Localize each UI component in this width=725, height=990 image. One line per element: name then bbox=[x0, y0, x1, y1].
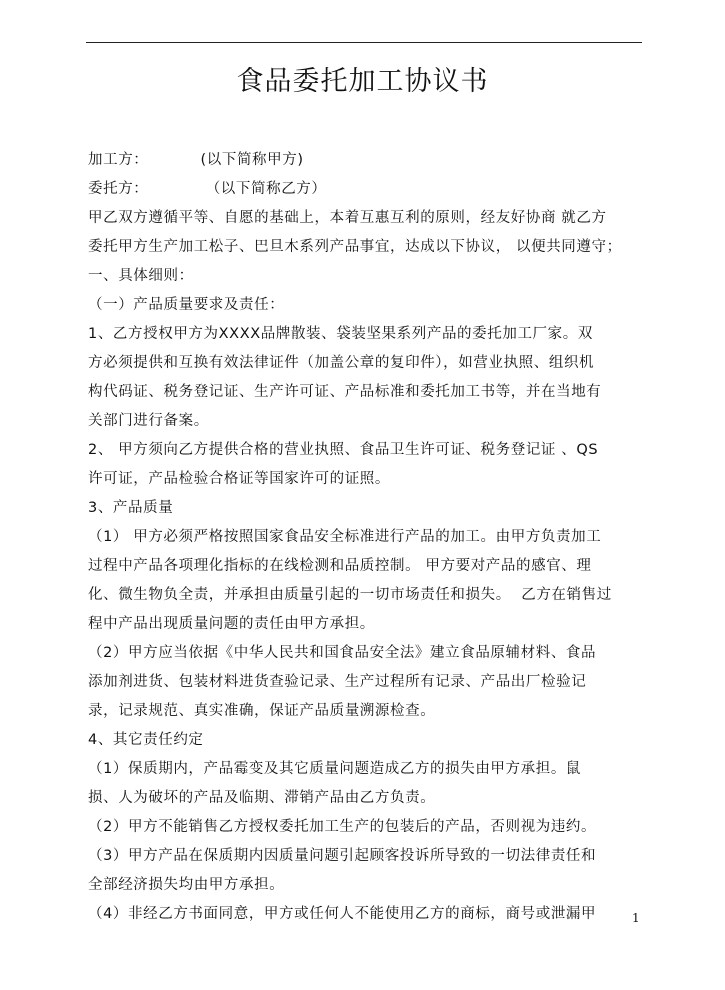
text-line: 关部门进行备案。 bbox=[88, 413, 209, 429]
text-line: （3）甲方产品在保质期内因质量问题引起顾客投诉所导致的一切法律责任和 bbox=[88, 848, 597, 864]
text-line-party-b: 委托方： （以下简称乙方） bbox=[88, 181, 327, 197]
text-line: 录，记录规范、真实准确，保证产品质量溯源检查。 bbox=[88, 703, 436, 719]
text-line: （4）非经乙方书面同意，甲方或任何人不能使用乙方的商标，商号或泄漏甲 bbox=[88, 906, 597, 922]
text-line: 构代码证、税务登记证、生产许可证、产品标准和委托加工书等，并在当地有 bbox=[88, 384, 602, 400]
text-line: 过程中产品各项理化指标的在线检测和品质控制。 甲方要对产品的感官、理 bbox=[88, 558, 592, 574]
page-number: 1 bbox=[632, 911, 640, 925]
text-line: 委托甲方生产加工松子、巴旦木系列产品事宜，达成以下协议， 以便共同遵守； bbox=[88, 239, 622, 255]
text-line: 2、 甲方须向乙方提供合格的营业执照、食品卫生许可证、税务登记证 、QS bbox=[88, 442, 599, 458]
document-body bbox=[88, 146, 648, 929]
section-heading: 一、具体细则： bbox=[88, 268, 194, 284]
text-line: 添加剂进货、包装材料进货查验记录、生产过程所有记录、产品出厂检验记 bbox=[88, 674, 587, 690]
text-line: （2）甲方应当依据《中华人民共和国食品安全法》建立食品原辅材料、食品 bbox=[88, 645, 597, 661]
document-title: 食品委托加工协议书 bbox=[236, 66, 489, 97]
text-line: 许可证，产品检验合格证等国家许可的证照。 bbox=[88, 471, 390, 487]
text-line: 1、乙方授权甲方为XXXX品牌散装、袋装坚果系列产品的委托加工厂家。双 bbox=[88, 326, 593, 342]
text-line: （1）保质期内，产品霉变及其它质量问题造成乙方的损失由甲方承担。鼠 bbox=[88, 761, 582, 777]
header-rule bbox=[86, 42, 642, 43]
text-line-party-a: 加工方： (以下简称甲方) bbox=[88, 152, 304, 168]
text-line: （2）甲方不能销售乙方授权委托加工生产的包装后的产品，否则视为违约。 bbox=[88, 819, 597, 835]
text-line: 甲乙双方遵循平等、自愿的基础上，本着互惠互利的原则，经友好协商 就乙方 bbox=[88, 210, 607, 226]
text-line: （1） 甲方必须严格按照国家食品安全标准进行产品的加工。由甲方负责加工 bbox=[88, 529, 602, 545]
text-line: 程中产品出现质量问题的责任由甲方承担。 bbox=[88, 616, 375, 632]
subsection-heading: （一）产品质量要求及责任： bbox=[88, 297, 285, 313]
text-line: 方必须提供和互换有效法律证件（加盖公章的复印件），如营业执照、组织机 bbox=[88, 355, 595, 371]
text-line: 化、微生物负全责，并承担由质量引起的一切市场责任和损失。 乙方在销售过 bbox=[88, 587, 612, 603]
text-line: 全部经济损失均由甲方承担。 bbox=[88, 877, 285, 893]
clause-heading: 4、其它责任约定 bbox=[88, 732, 204, 748]
text-line: 损、人为破坏的产品及临期、滞销产品由乙方负责。 bbox=[88, 790, 436, 806]
clause-heading: 3、产品质量 bbox=[88, 500, 174, 516]
